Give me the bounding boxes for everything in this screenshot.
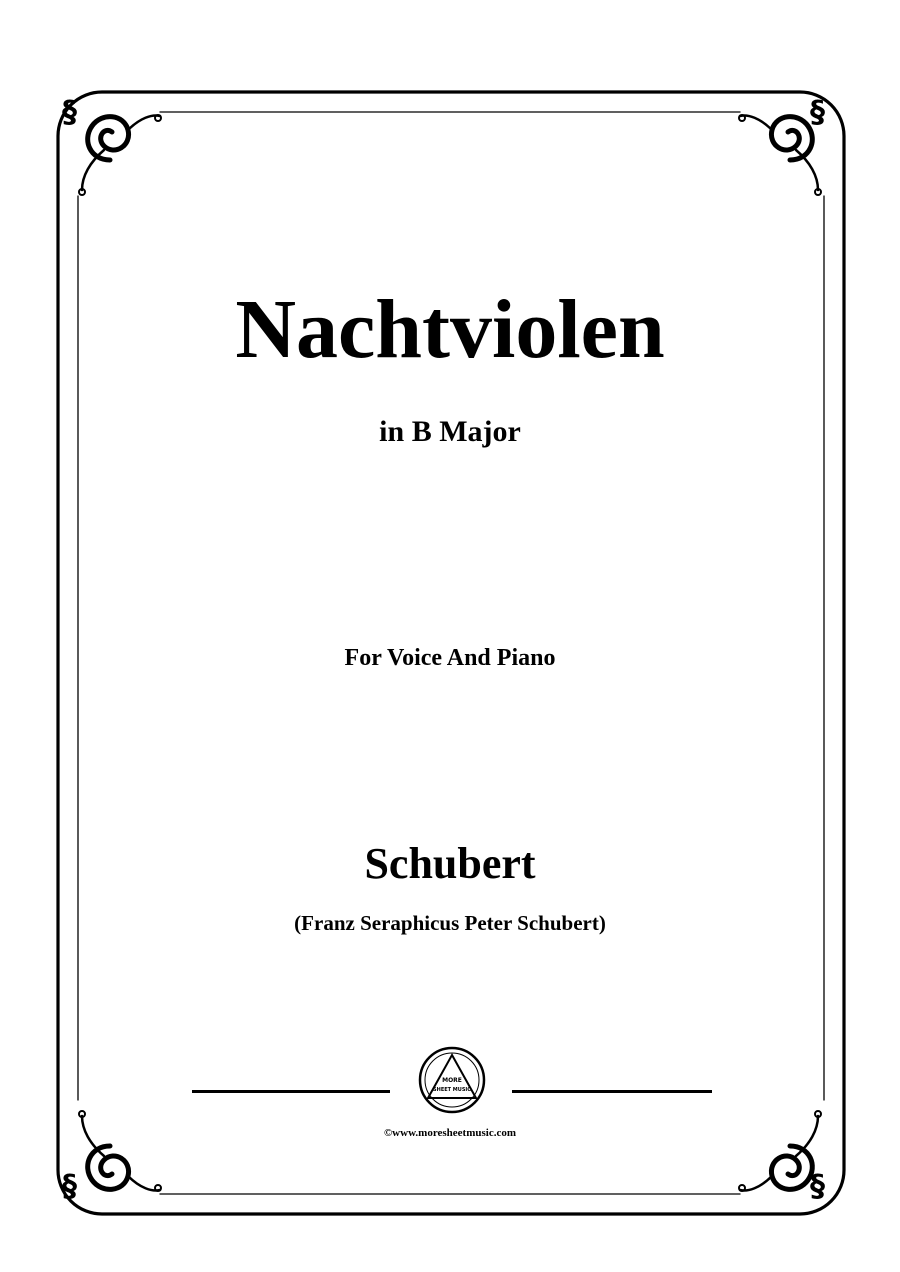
- corner-ornament-top-left: [62, 95, 161, 195]
- footer-rule-left: [192, 1090, 390, 1093]
- svg-text:§: §: [62, 95, 77, 130]
- instrumentation: For Voice And Piano: [344, 645, 556, 671]
- svg-text:§: §: [62, 1169, 77, 1204]
- svg-text:§: §: [810, 1169, 825, 1204]
- corner-ornament-bottom-left: [62, 1111, 161, 1204]
- corner-ornament-top-right: [739, 95, 825, 195]
- publisher-logo: [418, 1046, 486, 1114]
- svg-text:MORE: MORE: [442, 1077, 462, 1084]
- footer-rule-right: [512, 1090, 712, 1093]
- svg-text:§: §: [810, 95, 825, 130]
- composer-name: Schubert: [364, 839, 536, 888]
- key-signature: in B Major: [379, 415, 521, 448]
- piece-title: Nachtviolen: [235, 283, 665, 376]
- svg-text:SHEET MUSIC: SHEET MUSIC: [433, 1087, 471, 1093]
- copyright-notice: ©www.moresheetmusic.com: [383, 1127, 517, 1139]
- composer-full-name: (Franz Seraphicus Peter Schubert): [294, 911, 606, 935]
- corner-ornament-bottom-right: [739, 1111, 825, 1204]
